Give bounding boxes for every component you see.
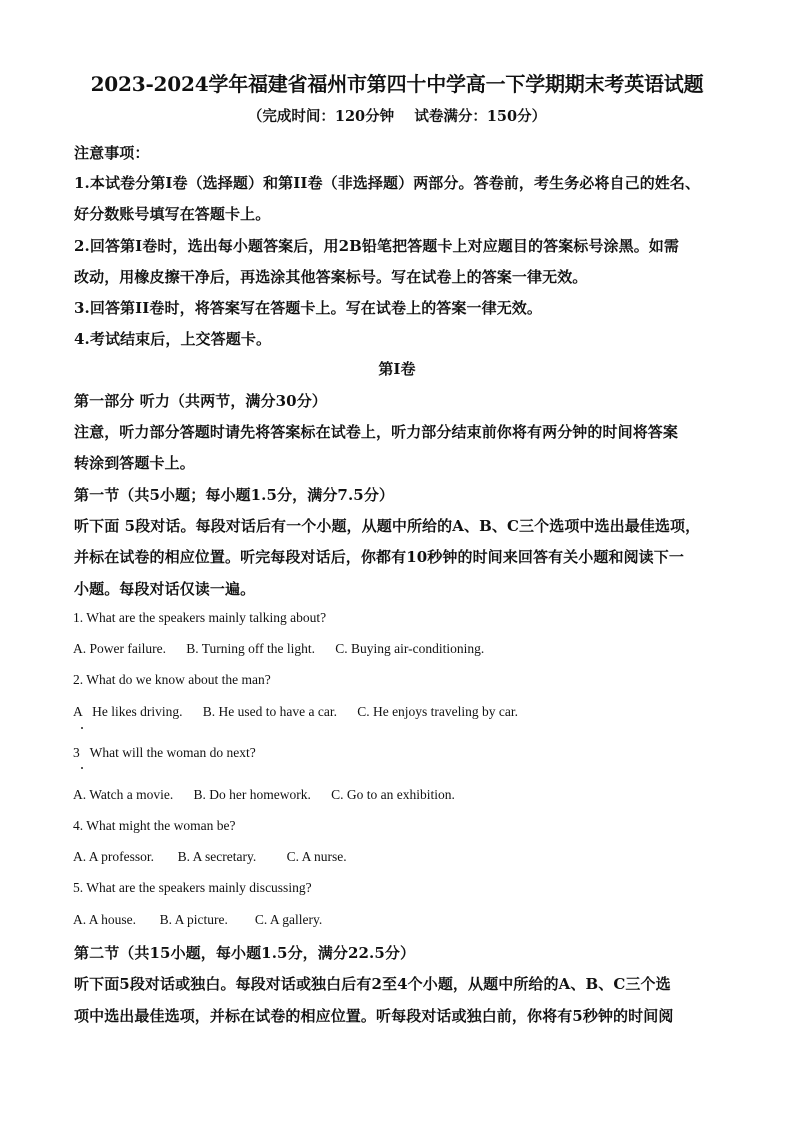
section1-heading: 第一节（共5小题；每小题1.5分，满分7.5分） [74,486,395,504]
exam-subtitle: （完成时间：120分钟 试卷满分：150分） [247,108,547,125]
notice-item: 4.考试结束后，上交答题卡。 [74,330,272,348]
question-3: 3 What will the woman do next? [73,745,256,760]
question-2: 2. What do we know about the man? [73,672,271,687]
stray-dot [81,727,83,729]
notice-item: 好分数账号填写在答题卡上。 [74,205,271,223]
notice-item: 3.回答第II卷时，将答案写在答题卡上。写在试卷上的答案一律无效。 [74,299,542,317]
question-4: 4. What might the woman be? [73,818,236,833]
question-2-options: A He likes driving. B. He used to have a car. C. He enjoys traveling by car. [73,704,519,719]
section2-instructions: 听下面5段对话或独白。每段对话或独白后有2至4个小题，从题中所给的A、B、C三个选 [74,975,671,993]
question-5-options: A. A house. B. A picture. C. A gallery. [73,912,323,927]
part1-note: 注意，听力部分答题时请先将答案标在试卷上，听力部分结束前你将有两分钟的时间将答案 [74,423,679,441]
section2-instructions: 项中选出最佳选项，并标在试卷的相应位置。听每段对话或独白前，你将有5秒钟的时间阅 [74,1007,674,1025]
notice-item: 改动，用橡皮擦干净后，再选涂其他答案标号。写在试卷上的答案一律无效。 [74,268,588,286]
question-4-options: A. A professor. B. A secretary. C. A nurse. [73,849,347,864]
question-1-options: A. Power failure. B. Turning off the light. C. Buying air-conditioning. [73,641,485,656]
question-3-options: A. Watch a movie. B. Do her homework. C. Go to an exhibition. [73,787,455,802]
part1-heading: 第一部分 听力（共两节，满分30分） [74,392,327,410]
section1-instructions: 小题。每段对话仅读一遍。 [74,580,256,598]
exam-title: 2023-2024学年福建省福州市第四十中学高一下学期期末考英语试题 [90,72,704,96]
notice-heading: 注意事项： [74,144,150,162]
question-1: 1. What are the speakers mainly talking about? [73,610,327,625]
question-5: 5. What are the speakers mainly discussing? [73,880,312,895]
section1-instructions: 听下面 5段对话。每段对话后有一个小题，从题中所给的A、B、C三个选项中选出最佳选项， [74,517,701,535]
section2-heading: 第二节（共15小题，每小题1.5分，满分22.5分） [74,944,416,962]
notice-item: 2.回答第I卷时，选出每小题答案后，用2B铅笔把答题卡上对应题目的答案标号涂黑。如需 [74,237,679,255]
volume-heading: 第I卷 [378,360,416,378]
notice-item: 1.本试卷分第I卷（选择题）和第II卷（非选择题）两部分。答卷前，考生务必将自己的姓名、 [74,174,701,192]
part1-note: 转涂到答题卡上。 [74,454,195,472]
section1-instructions: 并标在试卷的相应位置。听完每段对话后，你都有10秒钟的时间来回答有关小题和阅读下一 [74,548,684,566]
stray-dot [81,767,83,769]
